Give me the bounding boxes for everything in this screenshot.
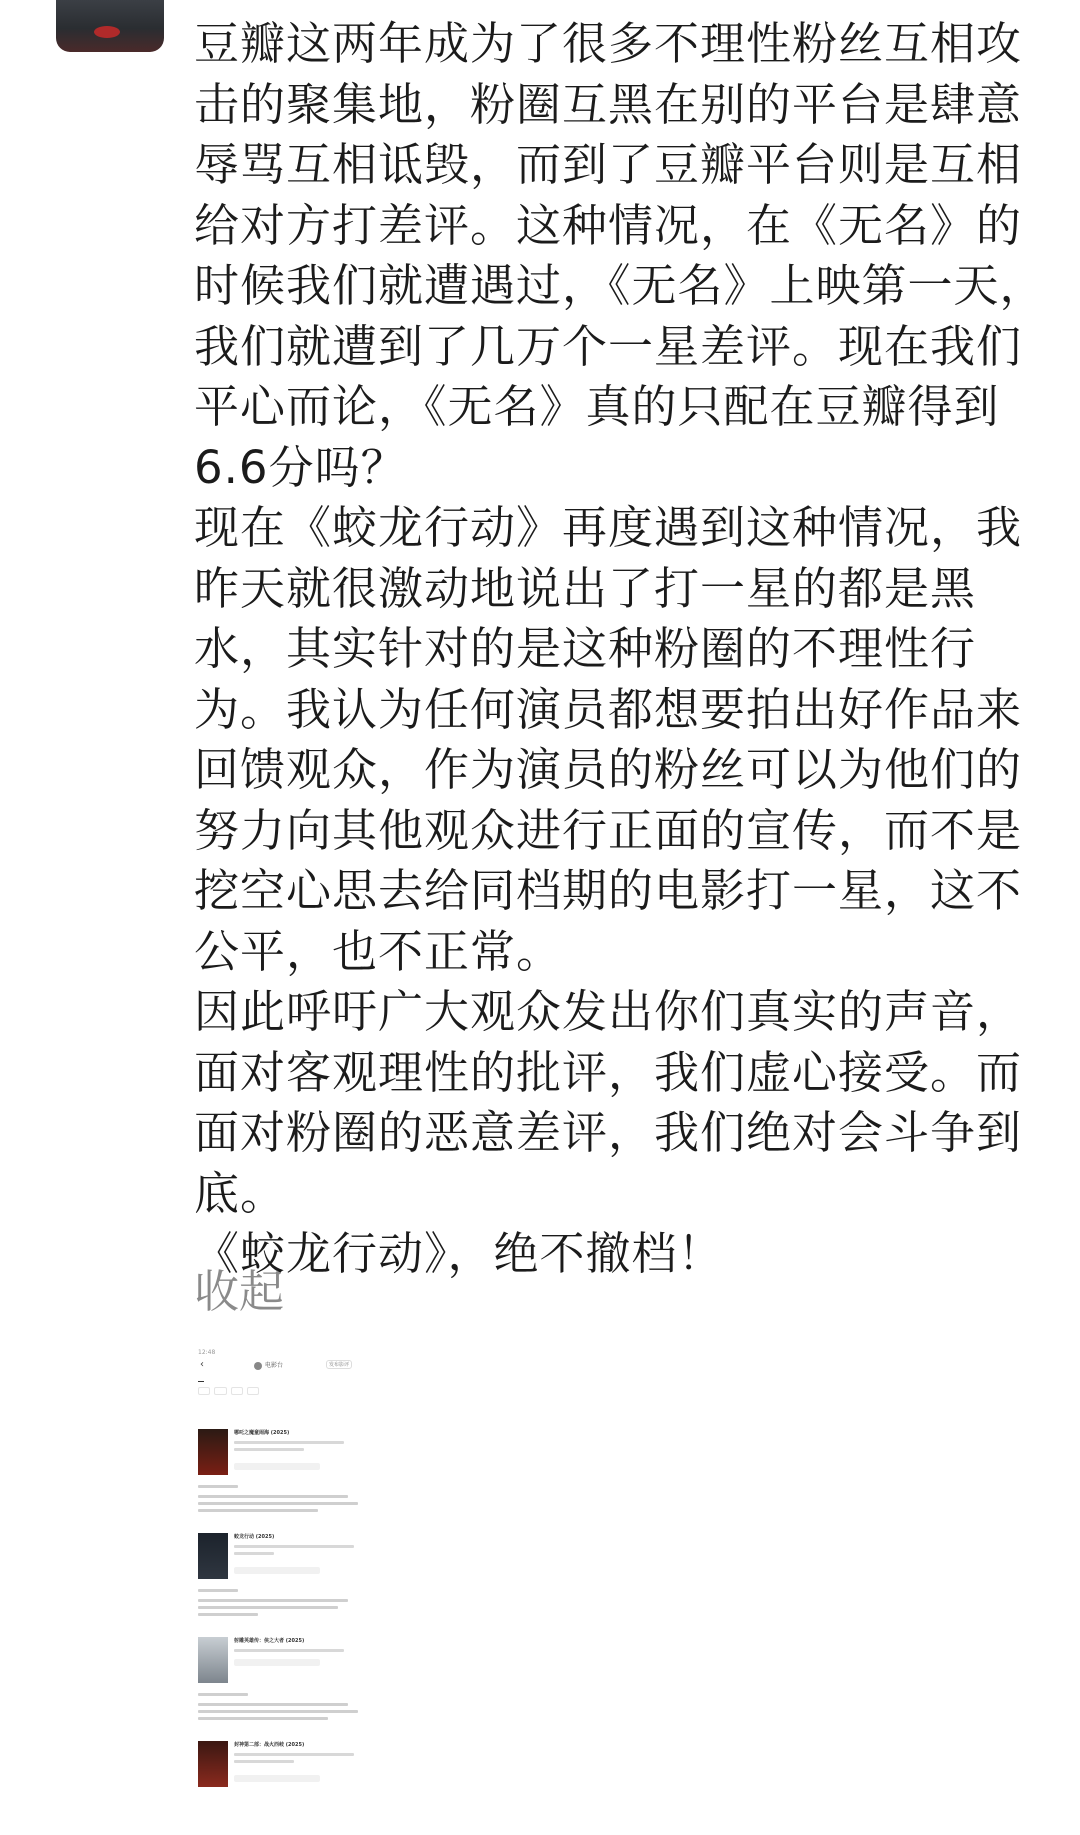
movie-poster (198, 1741, 228, 1787)
review-text (198, 1502, 358, 1505)
movie-tag (234, 1463, 320, 1470)
tab-placeholder (297, 1375, 303, 1382)
tab-placeholder (364, 1375, 370, 1382)
chevron-left-icon: ‹ (200, 1359, 204, 1370)
movie-poster (198, 1533, 228, 1579)
movie-card (198, 1429, 370, 1533)
screenshot-sort-row (198, 1399, 370, 1405)
tab-placeholder (331, 1375, 337, 1382)
screenshot-filters (198, 1387, 259, 1395)
movie-card (198, 1741, 370, 1835)
screenshot-nav-title: 电影台 (265, 1362, 284, 1369)
review-text (198, 1495, 348, 1498)
movie-poster (198, 1637, 228, 1683)
movie-title: 蛟龙行动 (2025) (234, 1534, 275, 1540)
review-text (198, 1717, 328, 1720)
filter-chip (214, 1387, 226, 1395)
movie-poster (198, 1429, 228, 1475)
tab-placeholder (231, 1375, 237, 1382)
review-meta (198, 1693, 248, 1696)
post-paragraph-3: 因此呼吁广大观众发出你们真实的声音，面对客观理性的批评，我们虚心接受。而面对粉圈的恶意差评，我们绝对会斗争到底。 (194, 985, 1023, 1220)
movie-card (198, 1533, 370, 1637)
movie-meta (234, 1760, 294, 1763)
movie-title: 哪吒之魔童闹海 (2025) (234, 1430, 290, 1436)
movie-title: 射雕英雄传：侠之大者 (2025) (234, 1638, 305, 1644)
screenshot-tabs (198, 1375, 370, 1382)
movie-meta (234, 1753, 354, 1756)
screenshot-nav-button: 发布影评 (326, 1360, 352, 1369)
review-meta (198, 1589, 238, 1592)
review-text (198, 1710, 358, 1713)
filter-chip (231, 1387, 243, 1395)
user-avatar[interactable] (56, 0, 164, 52)
app-logo-icon (254, 1362, 262, 1370)
movie-tag (234, 1567, 320, 1574)
status-time: 12:48 (198, 1349, 216, 1356)
movie-meta (234, 1552, 274, 1555)
review-text (198, 1509, 318, 1512)
movie-meta (234, 1649, 344, 1652)
review-text (198, 1606, 338, 1609)
review-text (198, 1599, 348, 1602)
movie-meta (234, 1545, 354, 1548)
post-body (194, 14, 1066, 1285)
post-paragraph-4: 《蛟龙行动》，绝不撤档！ (194, 1227, 724, 1280)
review-text (198, 1613, 258, 1616)
movie-tag (234, 1775, 320, 1782)
filter-chip (247, 1387, 259, 1395)
movie-meta (234, 1441, 344, 1444)
review-meta (198, 1485, 238, 1488)
tab-placeholder (264, 1375, 270, 1382)
movie-title: 封神第二部：战火西岐 (2025) (234, 1742, 305, 1748)
review-text (198, 1703, 348, 1706)
post-paragraph-2: 现在《蛟龙行动》再度遇到这种情况，我昨天就很激动地说出了打一星的都是黑水，其实针对的是这种粉圈的不理性行为。我认为任何演员都想要拍出好作品来回馈观众，作为演员的粉丝可以为他们的努力向其他观众进行正面的宣传，而不是挖空心思去给同档期的电影打一星，这不公平，也不正常。 (194, 501, 1023, 978)
avatar-image-detail (94, 26, 120, 38)
tab-placeholder (198, 1375, 204, 1382)
movie-tag (234, 1659, 320, 1666)
movie-card (198, 1637, 370, 1741)
movie-meta (234, 1448, 304, 1451)
embedded-screenshot[interactable] (194, 1345, 374, 1835)
collapse-button[interactable]: 收起 (194, 1265, 285, 1318)
post-paragraph-1: 豆瓣这两年成为了很多不理性粉丝互相攻击的聚集地，粉圈互黑在别的平台是肆意辱骂互相诋毁，而到了豆瓣平台则是互相给对方打差评。这种情况，在《无名》的时候我们就遭遇过，《无名》上映第一天，我们就遭到了几万个一星差评。现在我们平心而论，《无名》真的只配在豆瓣得到6.6分吗？ (194, 17, 1046, 494)
filter-chip (198, 1387, 210, 1395)
